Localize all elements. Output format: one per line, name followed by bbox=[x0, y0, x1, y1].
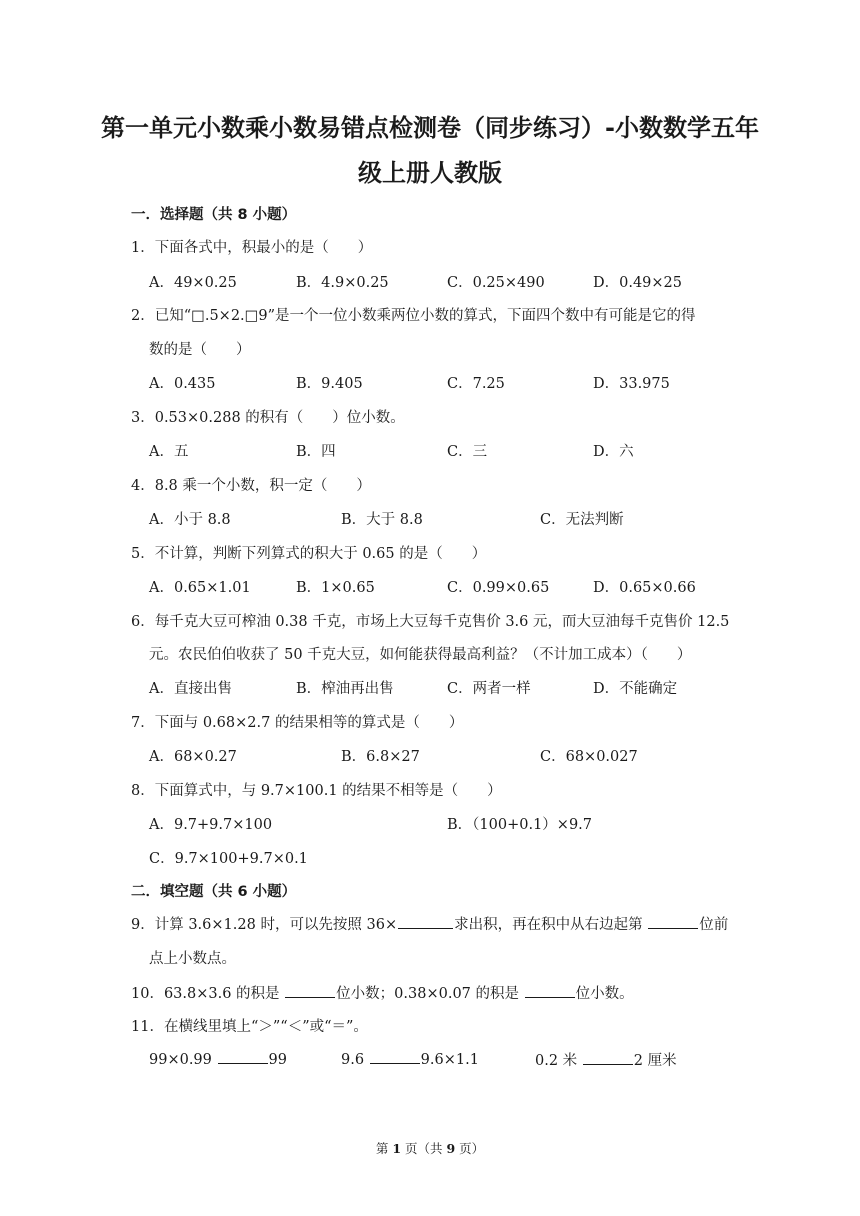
footer-page-number: 1 bbox=[392, 1141, 402, 1156]
question-7-option-a: A．68×0.27 bbox=[149, 749, 237, 765]
question-2-option-a: A．0.435 bbox=[149, 376, 216, 392]
page-title-line1: 第一单元小数乘小数易错点检测卷（同步练习）-小数数学五年 bbox=[101, 114, 759, 142]
question-7-option-b: B．6.8×27 bbox=[341, 749, 420, 765]
question-1-option-b: B．4.9×0.25 bbox=[296, 275, 389, 291]
question-3-option-c: C．三 bbox=[447, 444, 488, 460]
footer-total-pages: 9 bbox=[446, 1141, 456, 1156]
question-7-stem: 7．下面与 0.68×2.7 的结果相等的算式是（ ） bbox=[131, 715, 464, 731]
question-10-line bbox=[131, 982, 634, 1003]
question-11-item-3-right: 2 厘米 bbox=[633, 1053, 677, 1069]
question-4-option-b: B．大于 8.8 bbox=[341, 512, 423, 528]
question-9-blank-1[interactable] bbox=[398, 914, 453, 929]
page-title-line2: 级上册人教版 bbox=[358, 159, 502, 187]
question-5-option-c: C．0.99×0.65 bbox=[447, 580, 550, 596]
footer-middle: 页（共 bbox=[401, 1141, 447, 1156]
question-3-stem: 3．0.53×0.288 的积有（ ）位小数。 bbox=[131, 410, 405, 426]
question-11-item-2 bbox=[341, 1049, 479, 1068]
question-1-option-c: C．0.25×490 bbox=[447, 275, 545, 291]
question-4-stem: 4．8.8 乘一个小数，积一定（ ） bbox=[131, 478, 371, 494]
question-3-option-a: A．五 bbox=[149, 444, 189, 460]
question-2-stem-line1: 2．已知“□.5×2.□9”是一个一位小数乘两位小数的算式，下面四个数中有可能是它的得 bbox=[131, 308, 696, 324]
question-11-item-3-left: 0.2 米 bbox=[535, 1053, 582, 1069]
question-4-option-a: A．小于 8.8 bbox=[149, 512, 231, 528]
question-11-stem: 11．在横线里填上“＞”“＜”或“＝”。 bbox=[131, 1019, 368, 1035]
footer-suffix: 页） bbox=[455, 1141, 485, 1156]
footer-prefix: 第 bbox=[375, 1141, 393, 1156]
question-11-item-1-left: 99×0.99 bbox=[149, 1052, 217, 1068]
question-6-stem-line2: 元。农民伯伯收获了 50 千克大豆，如何能获得最高利益？（不计加工成本）（ ） bbox=[149, 647, 692, 663]
question-9-text-part1: 9．计算 3.6×1.28 时，可以先按照 36× bbox=[131, 917, 398, 933]
question-4-option-c: C．无法判断 bbox=[540, 512, 624, 528]
question-11-item-3 bbox=[535, 1049, 677, 1070]
question-11-item-1-right: 99 bbox=[268, 1052, 287, 1068]
question-9-blank-2[interactable] bbox=[648, 914, 698, 929]
question-11-blank-2[interactable] bbox=[370, 1049, 420, 1064]
question-9-line1 bbox=[131, 913, 728, 934]
question-11-item-1 bbox=[149, 1049, 287, 1068]
question-9-text-part3: 位前 bbox=[699, 917, 729, 933]
question-2-option-c: C．7.25 bbox=[447, 376, 505, 392]
question-2-option-d: D．33.975 bbox=[593, 376, 670, 392]
question-5-option-a: A．0.65×1.01 bbox=[149, 580, 251, 596]
question-6-option-d: D．不能确定 bbox=[593, 681, 678, 697]
question-6-option-c: C．两者一样 bbox=[447, 681, 531, 697]
section-heading-fill: 二．填空题（共 6 小题） bbox=[131, 884, 297, 900]
question-5-option-d: D．0.65×0.66 bbox=[593, 580, 696, 596]
question-10-text-part2: 位小数；0.38×0.07 的积是 bbox=[336, 986, 524, 1002]
question-9-line2: 点上小数点。 bbox=[149, 951, 236, 967]
question-1-option-a: A．49×0.25 bbox=[149, 275, 237, 291]
question-11-item-2-left: 9.6 bbox=[341, 1052, 369, 1068]
question-8-stem: 8．下面算式中，与 9.7×100.1 的结果不相等是（ ） bbox=[131, 783, 502, 799]
question-10-text-part1: 10．63.8×3.6 的积是 bbox=[131, 986, 285, 1002]
question-8-option-a: A．9.7+9.7×100 bbox=[149, 817, 273, 833]
question-7-option-c: C．68×0.027 bbox=[540, 749, 638, 765]
question-6-option-b: B．榨油再出售 bbox=[296, 681, 394, 697]
question-11-blank-3[interactable] bbox=[583, 1050, 633, 1065]
question-10-blank-2[interactable] bbox=[525, 983, 575, 998]
question-10-blank-1[interactable] bbox=[285, 983, 335, 998]
section-heading-choice: 一．选择题（共 8 小题） bbox=[131, 207, 297, 223]
question-1-stem: 1．下面各式中，积最小的是（ ） bbox=[131, 240, 373, 256]
question-2-stem-line2: 数的是（ ） bbox=[149, 342, 251, 358]
question-6-option-a: A．直接出售 bbox=[149, 681, 232, 697]
question-3-option-d: D．六 bbox=[593, 444, 634, 460]
question-2-option-b: B．9.405 bbox=[296, 376, 363, 392]
question-10-text-part3: 位小数。 bbox=[575, 986, 634, 1002]
question-1-option-d: D．0.49×25 bbox=[593, 275, 683, 291]
question-6-stem-line1: 6．每千克大豆可榨油 0.38 千克，市场上大豆每千克售价 3.6 元，而大豆油每千克售价 12.5 bbox=[131, 614, 730, 630]
question-5-stem: 5．不计算，判断下列算式的积大于 0.65 的是（ ） bbox=[131, 546, 487, 562]
question-3-option-b: B．四 bbox=[296, 444, 336, 460]
question-11-item-2-right: 9.6×1.1 bbox=[420, 1052, 479, 1068]
question-11-blank-1[interactable] bbox=[218, 1049, 268, 1064]
question-8-option-c: C．9.7×100+9.7×0.1 bbox=[149, 851, 308, 867]
page-footer bbox=[0, 1139, 860, 1157]
question-9-text-part2: 求出积，再在积中从右边起第 bbox=[454, 917, 648, 933]
question-8-option-b: B．（100+0.1）×9.7 bbox=[447, 817, 592, 833]
question-5-option-b: B．1×0.65 bbox=[296, 580, 375, 596]
